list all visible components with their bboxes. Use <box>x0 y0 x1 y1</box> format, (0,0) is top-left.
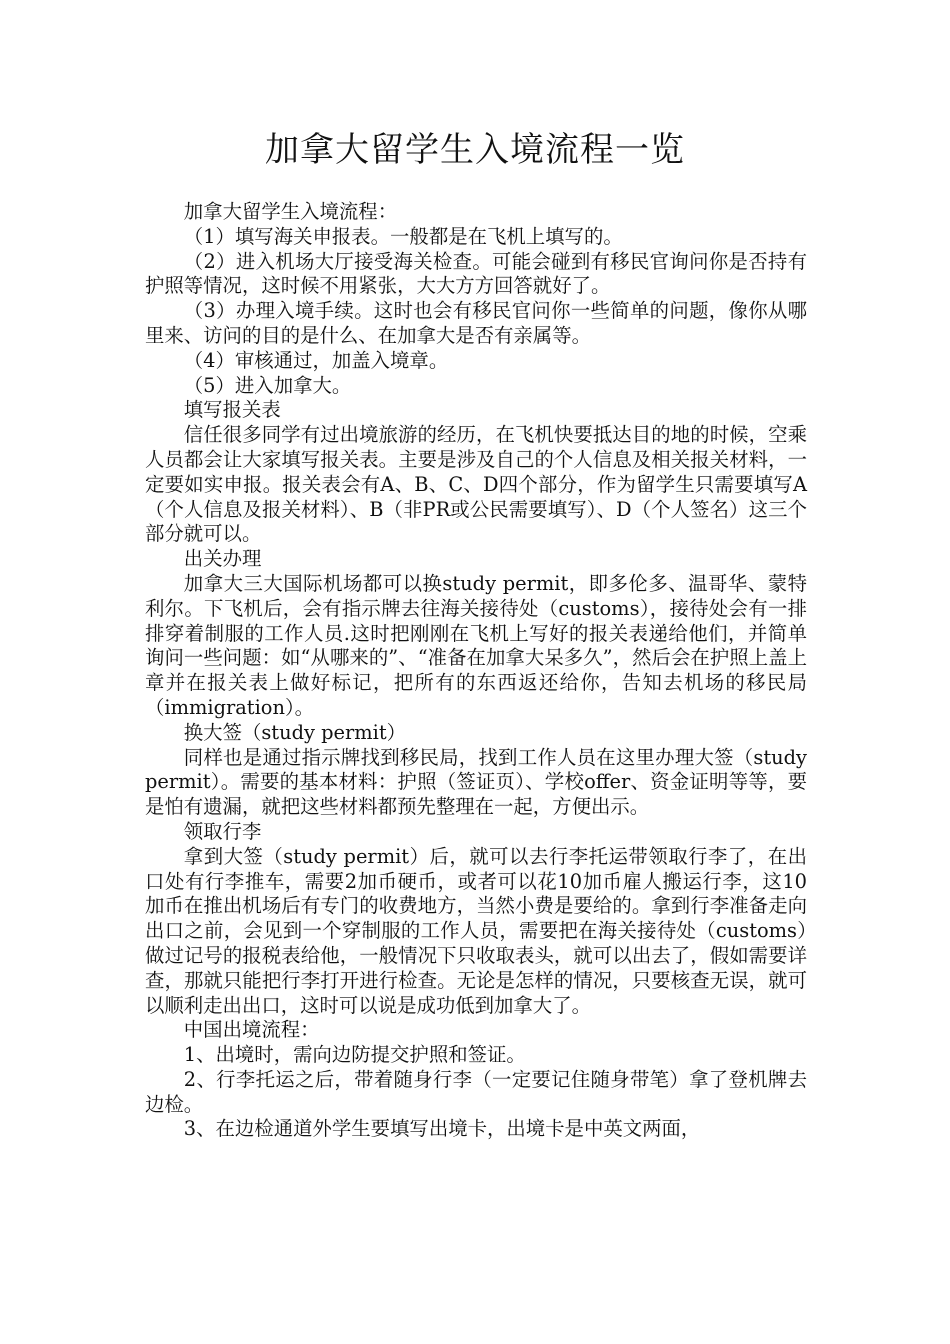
paragraph-customs: 加拿大三大国际机场都可以换study permit，即多伦多、温哥华、蒙特利尔。下飞机后，会有指示牌去往海关接待处（customs），接待处会有一排排穿着制服的工作人员.这时把刚刚在飞机上写好的报关表递给他们，并简单询问一些问题：如“从哪来的”、“准备在加拿大呆多久”，然后会在护照上盖上章并在报关表上做好标记，把所有的东西返还给你，告知去机场的移民局（immigration）。 <box>145 571 807 719</box>
paragraph-study-permit: 同样也是通过指示牌找到移民局，找到工作人员在这里办理大签（study permit）。需要的基本材料：护照（签证页）、学校offer、资金证明等等，要是怕有遗漏，就把这些材料都预先整理在一起，方便出示。 <box>145 745 807 819</box>
section-heading-customs: 出关办理 <box>183 547 262 571</box>
document-body <box>145 200 807 1142</box>
paragraph-step-2: （2）进入机场大厅接受海关检查。可能会碰到有移民官询问你是否持有护照等情况，这时候不用紧张，大大方方回答就好了。 <box>145 249 807 298</box>
paragraph-step-4: （4）审核通过，加盖入境章。 <box>183 348 449 372</box>
paragraph-baggage: 拿到大签（study permit）后，就可以去行李托运带领取行李了，在出口处有行李推车，需要2加币硬币，或者可以花10加币雇人搬运行李，这10加币在推出机场后有专门的收费地方，当然小费是要给的。拿到行李准备走向出口之前，会见到一个穿制服的工作人员，需要把在海关接待处（customs）做过记号的报税表给他，一般情况下只收取表头，就可以出去了，假如需要详查，那就只能把行李打开进行检查。无论是怎样的情况，只要核查无误，就可以顺利走出出口，这时可以说是成功低到加拿大了。 <box>145 844 807 1017</box>
paragraph-step-3: （3）办理入境手续。这时也会有移民官问你一些简单的问题，像你从哪里来、访问的目的是什么、在加拿大是否有亲属等。 <box>145 299 807 347</box>
section-heading-declaration-form: 填写报关表 <box>183 398 281 422</box>
paragraph-step-1: （1）填写海关申报表。一般都是在飞机上填写的。 <box>183 224 623 248</box>
paragraph-step-5: （5）进入加拿大。 <box>183 373 352 397</box>
section-heading-study-permit: 换大签（study permit） <box>183 720 407 744</box>
paragraph-exit-step-2: 2、行李托运之后，带着随身行李（一定要记住随身带笔）拿了登机牌去边检。 <box>145 1067 807 1116</box>
paragraph-intro: 加拿大留学生入境流程： <box>183 200 398 223</box>
document-title: 加拿大留学生入境流程一览 <box>265 130 685 170</box>
section-heading-baggage: 领取行李 <box>183 819 262 843</box>
paragraph-exit-step-3: 3、在边检通道外学生要填写出境卡，出境卡是中英文两面， <box>183 1117 701 1141</box>
section-heading-china-exit: 中国出境流程： <box>183 1018 320 1042</box>
paragraph-declaration-form: 信任很多同学有过出境旅游的经历，在飞机快要抵达目的地的时候，空乘人员都会让大家填写报关表。主要是涉及自己的个人信息及相关报关材料，一定要如实申报。报关表会有A、B、C、D四个部分，作为留学生只需要填写A（个人信息及报关材料）、B（非PR或公民需要填写）、D（个人签名）这三个部分就可以。 <box>145 423 807 546</box>
paragraph-exit-step-1: 1、出境时，需向边防提交护照和签证。 <box>183 1043 526 1067</box>
